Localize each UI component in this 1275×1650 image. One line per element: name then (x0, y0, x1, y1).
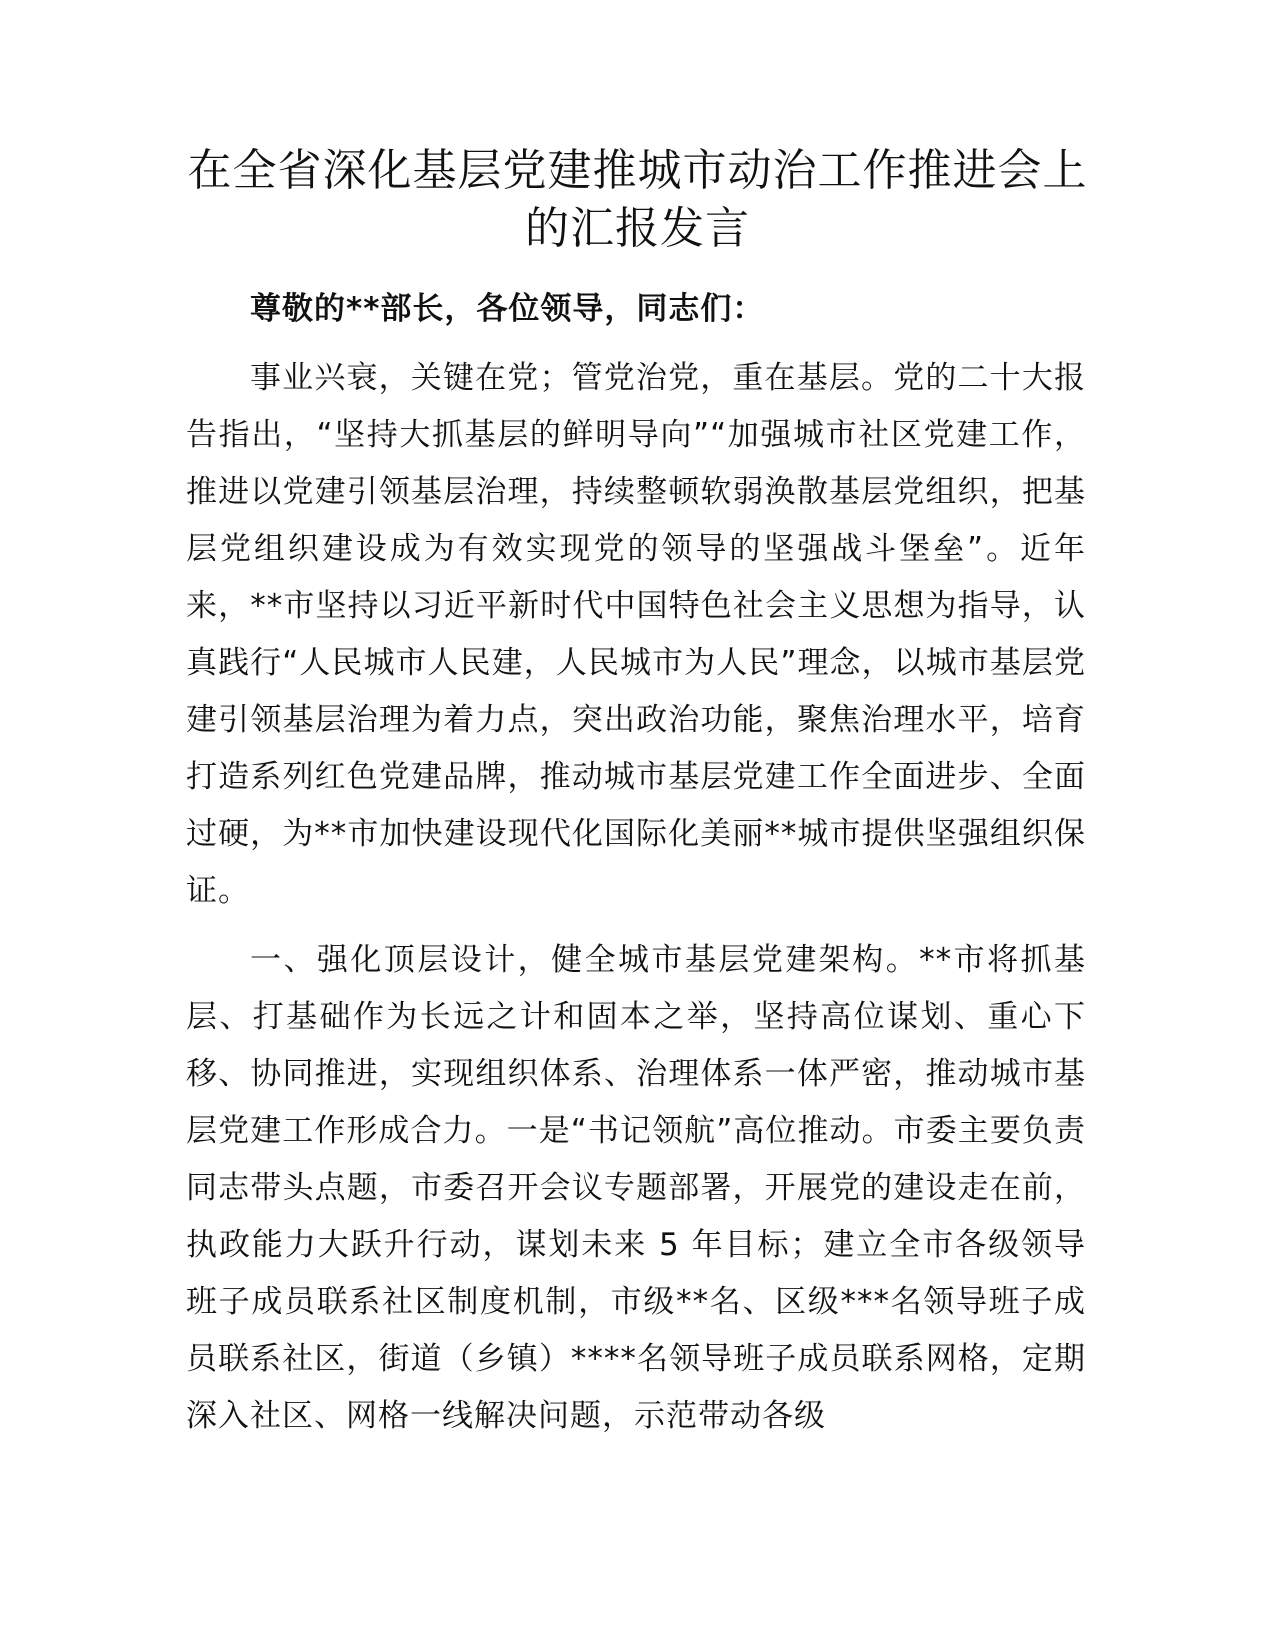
salutation: 尊敬的**部长，各位领导，同志们： (250, 291, 765, 327)
paragraph-intro: 事业兴衰，关键在党；管党治党，重在基层。党的二十大报告指出，“坚持大抓基层的鲜明导向”“加强城市社区党建工作，推进以党建引领基层治理，持续整顿软弱涣散基层党组织，把基层党组织建设成为有效实现党的领导的坚强战斗堡垒”。近年来，**市坚持以习近平新时代中国特色社会主义思想为指导，认真践行“人民城市人民建，人民城市为人民”理念，以城市基层党建引领基层治理为着力点，突出政治功能，聚焦治理水平，培育打造系列红色党建品牌，推动城市基层党建工作全面进步、全面过硬，为**市加快建设现代化国际化美丽**城市提供坚强组织保证。 (186, 360, 1086, 909)
title-line-1: 在全省深化基层党建推城市动治工作推进会上 (187, 145, 1088, 196)
document-title (180, 142, 1095, 258)
document-body (186, 281, 1086, 1445)
title-line-2: 的汇报发言 (525, 203, 750, 254)
paragraph-section-1: 一、强化顶层设计，健全城市基层党建架构。**市将抓基层、打基础作为长远之计和固本之举，坚持高位谋划、重心下移、协同推进，实现组织体系、治理体系一体严密，推动城市基层党建工作形成合力。一是“书记领航”高位推动。市委主要负责同志带头点题，市委召开会议专题部署，开展党的建设走在前，执政能力大跃升行动，谋划未来 5 年目标；建立全市各级领导班子成员联系社区制度机制，市级**名、区级***名领导班子成员联系社区，街道（乡镇）****名领导班子成员联系网格，定期深入社区、网格一线解决问题，示范带动各级 (186, 942, 1086, 1434)
